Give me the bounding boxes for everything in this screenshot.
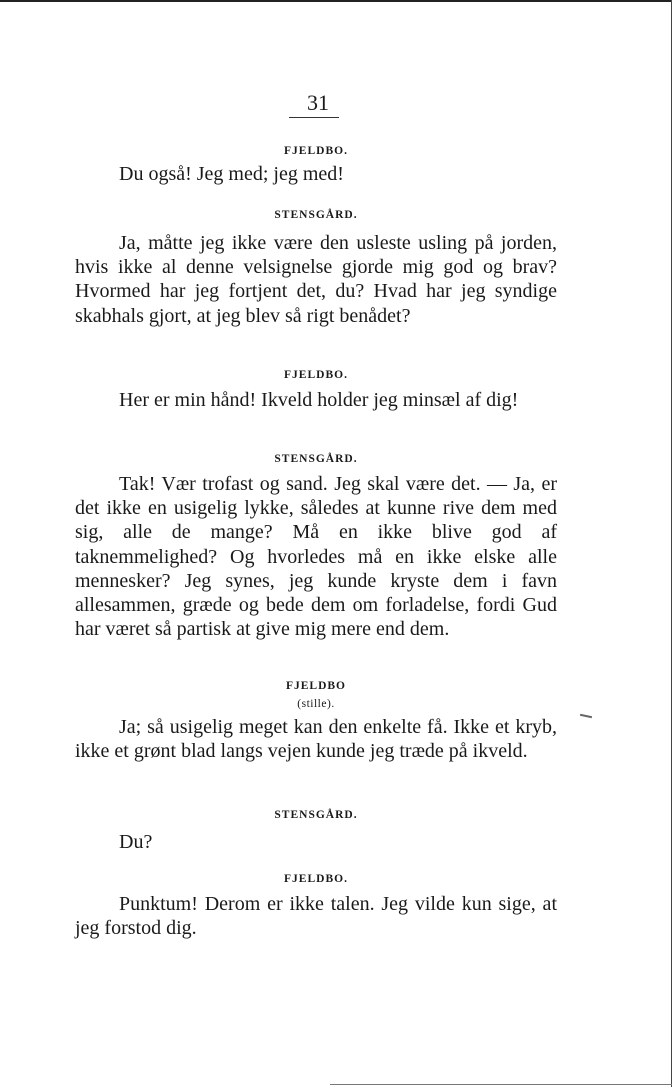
speech-text: Du? (119, 831, 153, 853)
margin-mark (580, 714, 592, 718)
speaker-name: STENSGÅRD. (274, 209, 358, 221)
speaker-name: FJELDBO. (284, 369, 348, 381)
page-bottom-edge (330, 1084, 672, 1085)
speaker-name: FJELDBO. (284, 873, 348, 885)
stage-direction: (stille). (297, 698, 335, 710)
speech-text: Ja, måtte jeg ikke være den usleste usling på jorden, hvis ikke al denne velsignelse gjorde mig god og brav? Hvormed har jeg fortjent det, du? Hvad har jeg syndige skabhals gjort, at jeg blev så rigt benådet? (75, 232, 557, 327)
speech-text: Du også! Jeg med; jeg med! (119, 163, 344, 185)
speech-text: Ja; så usigelig meget kan den enkelte få. Ikke et kryb, ikke et grønt blad langs vejen kunde jeg træde på ikveld. (75, 716, 557, 763)
speech-text: Her er min hånd! Ikveld holder jeg minsæl af dig! (119, 389, 519, 411)
page-number: 31 (307, 90, 329, 115)
speech-text: Tak! Vær trofast og sand. Jeg skal være det. — Ja, er det ikke en usigelig lykke, således at kunne rive dem med sig, alle de mange? Må en ikke blive god af taknemmelighed? Og hvorledes må en ikke elske alle mennesker? Jeg synes, jeg kunde kryste dem i favn allesammen, græde og bede dem om forladelse, fordi Gud har været så partisk at give mig mere end dem. (75, 473, 557, 641)
speaker-name: FJELDBO (285, 680, 347, 692)
speaker-name: STENSGÅRD. (274, 809, 358, 821)
page-number-underline (289, 117, 339, 118)
page-top-edge (0, 0, 672, 2)
speaker-name: FJELDBO. (284, 145, 348, 157)
speech-text: Punktum! Derom er ikke talen. Jeg vilde kun sige, at jeg forstod dig. (75, 893, 557, 940)
speaker-name: STENSGÅRD. (274, 453, 358, 465)
